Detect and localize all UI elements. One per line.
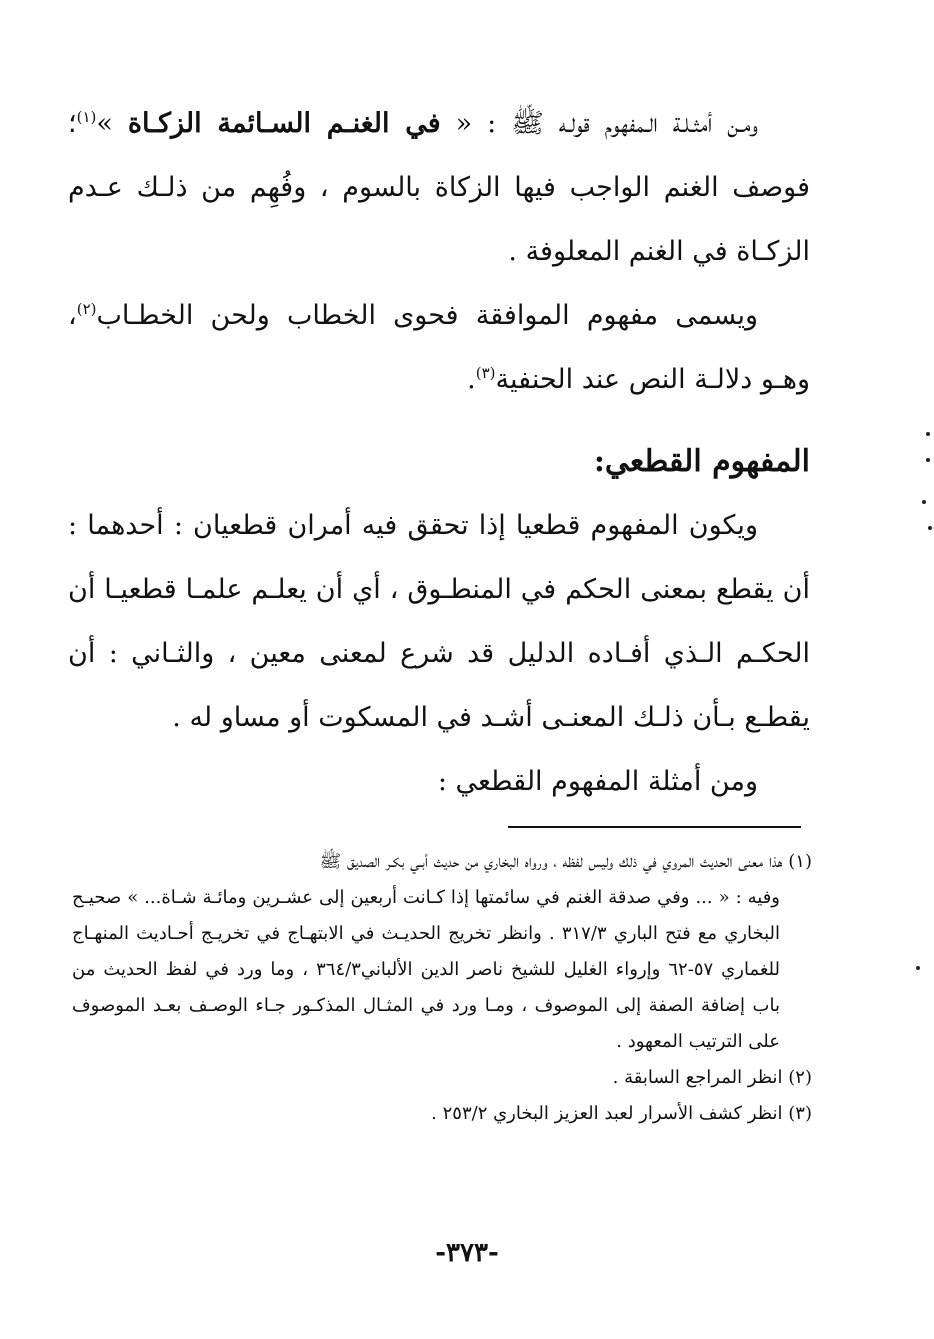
scan-speck — [928, 526, 932, 530]
footnotes — [72, 844, 812, 1132]
scan-speck — [926, 432, 930, 436]
paragraph-example — [68, 92, 810, 284]
hadith-quote: في الغنـم السـائمة الزكـاة — [127, 108, 441, 139]
scan-speck — [926, 458, 930, 462]
footnote-ref[interactable]: (٣) — [475, 364, 496, 382]
footnote-ref[interactable]: (١) — [76, 108, 97, 126]
footnote-1-first-line: (١) هذا معنى الحديث المروي في ذلك وليس لفظه ، ورواه البخاري من حديث أبـي بكـر الصديق ﷺ — [319, 851, 812, 872]
paragraph-text: ، وهـو دلالـة النص عند الحنفية — [68, 300, 810, 395]
section-heading: المفهوم القطعي: — [593, 444, 810, 479]
paragraph-conditions: ويكون المفهوم قطعيا إذا تحقق فيه أمران قطعيان : أحدهما : أن يقطع بمعنى الحكم في المنطـوق ، أي أن يعلـم علمـا قطعيـا أن الحكـم الـذي أفـاده الدليل قد شرع لمعنى معين ، والثـاني : أن يقطـع بـأن ذلـك المعنـى أشـد في المسكوت أو مساو له . — [68, 510, 810, 733]
main-text — [68, 92, 810, 814]
page-number: -٣٧٣- — [435, 1238, 499, 1268]
paragraph-text: ويسمى مفهوم الموافقة فحوى الخطاب ولحن الخطـاب — [96, 300, 758, 331]
paragraph-examples-intro: ومن أمثلة المفهوم القطعي : — [437, 766, 758, 797]
scan-speck — [916, 966, 920, 970]
footnote-ref[interactable]: (٢) — [76, 300, 97, 318]
footnote-3: (٣) انظر كشف الأسرار لعبد العزيز البخاري ٢٥٣/٢ . — [431, 1103, 812, 1124]
paragraph-text: » — [96, 108, 128, 139]
footnote-1-body: وفيه : « ... وفي صدقة الغنم في سائمتها إذا كـانت أربعين إلى عشـرين ومائـة شـاة... » صحيـح البخاري مع فتح الباري ٣١٧/٣ . وانظر تخريج الحديـث في الابتهـاج في تخريـج أحـاديث المنهـاج للغماري ٥٧-٦٢ وإرواء الغليل للشيخ ناصر الدين الألباني٣٦٤/٣ ، وما ورد في لفظ الحديث من باب إضافة الصفة إلى الموصوف ، ومـا ورد في المثـال المذكـور جـاء الوصـف بعـد الموصوف على الترتيب المعهود . — [72, 887, 781, 1052]
paragraph-text: . — [467, 364, 476, 395]
paragraph-definition — [68, 284, 810, 412]
scan-speck — [922, 500, 926, 504]
paragraph-text: ومـن أمثـلـة الـمفهوم قولـه ﷺ : « — [440, 108, 758, 139]
footnote-2: (٢) انظر المراجع السابقة . — [612, 1067, 812, 1088]
paragraph-text: ؛ فوصف الغنم الواجب فيها الزكاة بالسوم ، وفُهِم من ذلـك عـدم الزكـاة في الغنم المعلوفة . — [68, 108, 810, 267]
footnote-divider — [508, 826, 801, 828]
